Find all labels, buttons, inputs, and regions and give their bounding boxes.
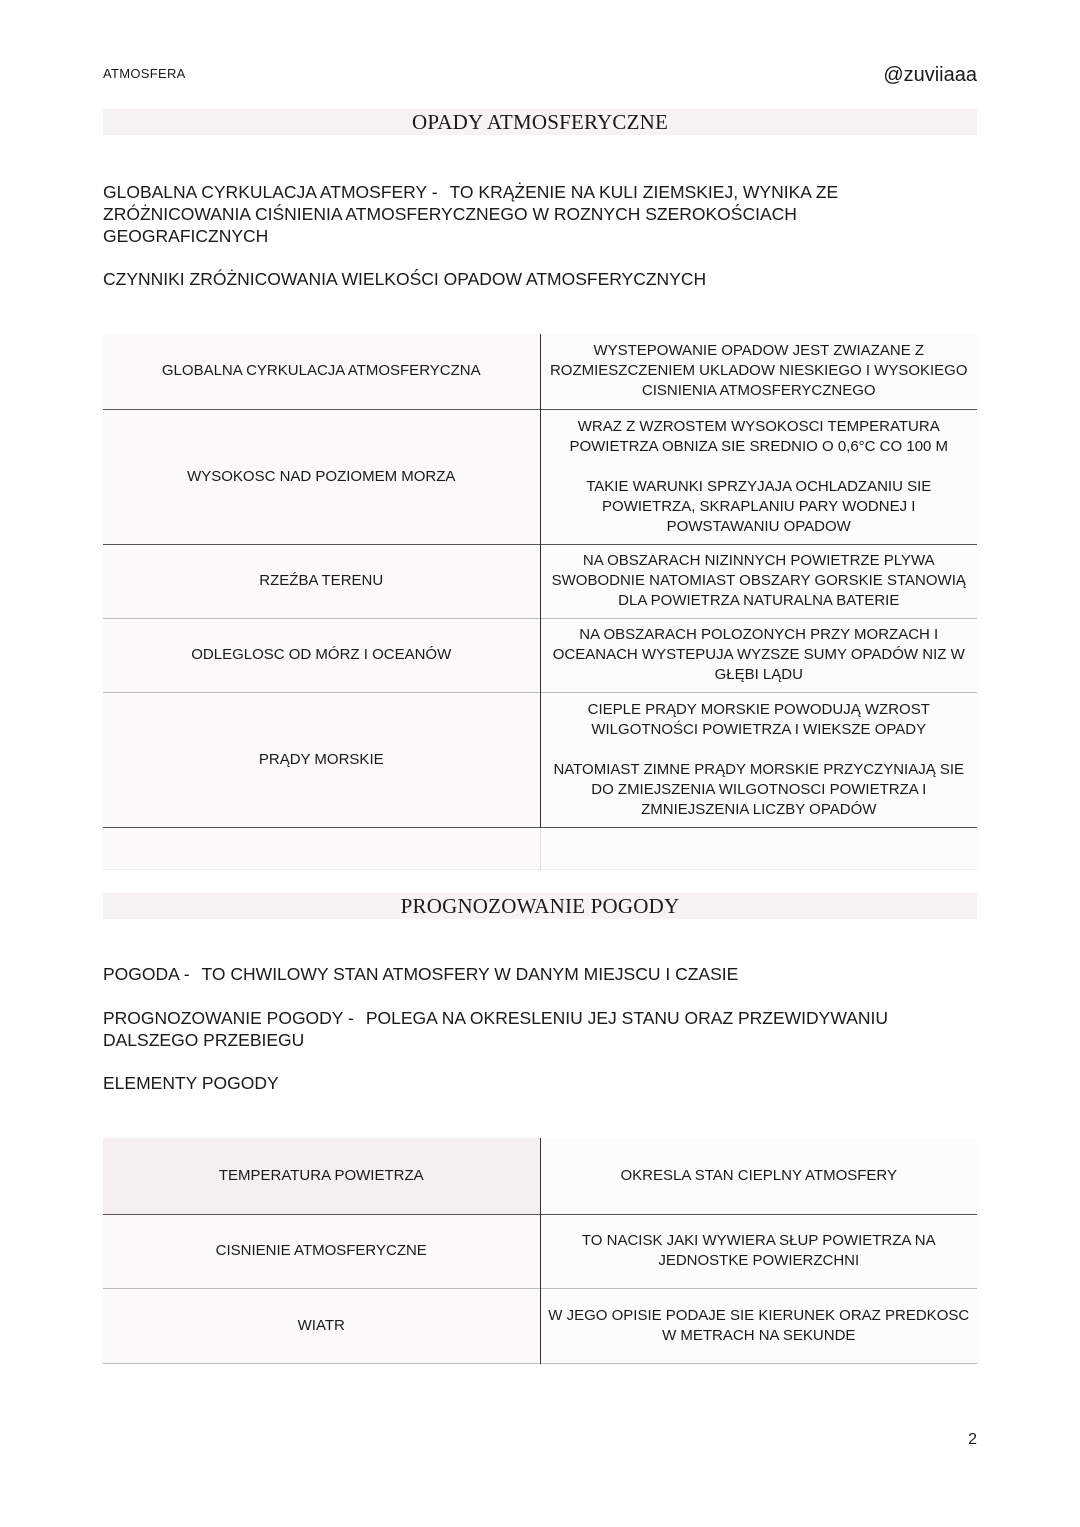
page-number: 2: [968, 1431, 977, 1448]
element-cell: TEMPERATURA POWIETRZA: [103, 1138, 540, 1214]
description-cell: W JEGO OPISIE PODAJE SIE KIERUNEK ORAZ PREDKOSC W METRACH NA SEKUNDE: [540, 1288, 977, 1363]
element-cell: CISNIENIE ATMOSFERYCZNE: [103, 1214, 540, 1288]
weather-elements-table: [103, 1138, 977, 1364]
definition-text: TO KRĄŻENIE NA KULI ZIEMSKIEJ, WYNIKA ZE ZRÓŻNICOWANIA CIŚNIENIA ATMOSFERYCZNEGO W ROZNYCH SZEROKOŚCIACH GEOGRAFICZNYCH: [103, 182, 839, 246]
table-row: [103, 1214, 977, 1288]
table-row: [103, 1138, 977, 1214]
table-row: [103, 409, 977, 544]
factor-cell: WYSOKOSC NAD POZIOMEM MORZA: [103, 409, 540, 544]
description-cell: TO NACISK JAKI WYWIERA SŁUP POWIETRZA NA JEDNOSTKE POWIERZCHNI: [540, 1214, 977, 1288]
factor-cell: RZEŹBA TERENU: [103, 544, 540, 618]
table-row: [103, 1288, 977, 1363]
description-text: WRAZ Z WZROSTEM WYSOKOSCI TEMPERATURA POWIETRZA OBNIZA SIE SREDNIO O 0,6°C CO 100 M: [569, 417, 949, 455]
description-text: NATOMIAST ZIMNE PRĄDY MORSKIE PRZYCZYNIAJĄ SIE DO ZMIEJSZENIA WILGOTNOSCI POWIETRZA I ZMNIEJSZENIA LICZBY OPADÓW: [553, 760, 965, 818]
author-handle: @zuviiaaa: [883, 64, 977, 86]
definition-paragraph: [103, 963, 893, 985]
factor-cell: ODLEGLOSC OD MÓRZ I OCEANÓW: [103, 618, 540, 692]
factor-cell: GLOBALNA CYRKULACJA ATMOSFERYCZNA: [103, 334, 540, 409]
subheading: ELEMENTY POGODY: [103, 1073, 279, 1093]
description-cell: WYSTEPOWANIE OPADOW JEST ZWIAZANE Z ROZMIESZCZENIEM UKLADOW NIESKIEGO I WYSOKIEGO CISNIENIA ATMOSFERYCZNEGO: [540, 334, 977, 409]
description-cell: NA OBSZARACH POLOZONYCH PRZY MORZACH I OCEANACH WYSTEPUJA WYZSZE SUMY OPADÓW NIZ W GŁĘBI LĄDU: [540, 618, 977, 692]
definition-term: GLOBALNA CYRKULACJA ATMOSFERY -: [103, 182, 438, 202]
table-row: [103, 618, 977, 692]
section-title: PROGNOZOWANIE POGODY: [400, 894, 680, 918]
factors-table: [103, 334, 977, 870]
description-cell: [540, 692, 977, 827]
description-cell: NA OBSZARACH NIZINNYCH POWIETRZE PLYWA SWOBODNIE NATOMIAST OBSZARY GORSKIE STANOWIĄ DLA POWIETRZA NATURALNA BATERIE: [540, 544, 977, 618]
table-row: [103, 544, 977, 618]
definition-paragraph: [103, 181, 893, 247]
definition-text: TO CHWILOWY STAN ATMOSFERY W DANYM MIEJSCU I CZASIE: [201, 964, 739, 984]
factor-cell: PRĄDY MORSKIE: [103, 692, 540, 827]
subheading: CZYNNIKI ZRÓŻNICOWANIA WIELKOŚCI OPADOW ATMOSFERYCZNYCH: [103, 269, 707, 289]
description-text: CIEPLE PRĄDY MORSKIE POWODUJĄ WZROST WILGOTNOŚCI POWIETRZA I WIEKSZE OPADY: [587, 700, 930, 738]
definition-term: PROGNOZOWANIE POGODY -: [103, 1008, 354, 1028]
definition-text: POLEGA NA OKRESLENIU JEJ STANU ORAZ PRZEWIDYWANIU DALSZEGO PRZEBIEGU: [103, 1008, 889, 1050]
subject-label: ATMOSFERA: [103, 66, 186, 81]
description-text: TAKIE WARUNKI SPRZYJAJA OCHLADZANIU SIE POWIETRZA, SKRAPLANIU PARY WODNEJ I POWSTAWANIU OPADOW: [586, 477, 932, 535]
empty-cell: [103, 827, 540, 869]
definition-paragraph: [103, 1007, 923, 1051]
section-title: OPADY ATMOSFERYCZNE: [411, 110, 669, 134]
description-cell: OKRESLA STAN CIEPLNY ATMOSFERY: [540, 1138, 977, 1214]
empty-cell: [540, 827, 977, 869]
element-cell: WIATR: [103, 1288, 540, 1363]
section-title-bar: [103, 893, 977, 919]
table-row: [103, 334, 977, 409]
description-cell: [540, 409, 977, 544]
definition-term: POGODA -: [103, 964, 190, 984]
table-row-empty: [103, 827, 977, 869]
table-row: [103, 692, 977, 827]
section-title-bar: [103, 109, 977, 135]
